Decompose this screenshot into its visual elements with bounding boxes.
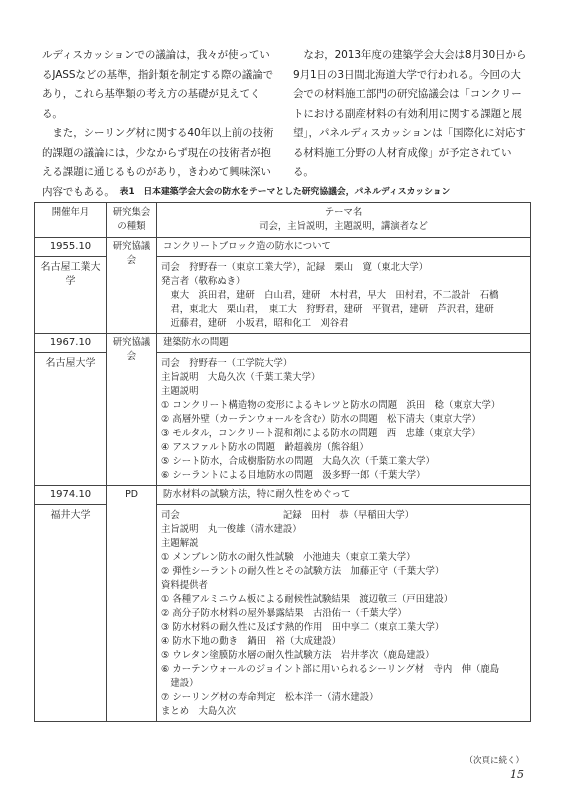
page-number: 15 [510,768,524,781]
theme-title: 防水材料の試験方法，特に耐久性をめぐって [157,486,530,505]
type-cell: 研究協議会 [107,238,157,334]
continued-note: （次頁に続く） [464,756,524,766]
type-cell: PD [107,486,157,722]
theme-line: 主題説明 [161,386,199,397]
theme-title: コンクリートブロック造の防水について [157,238,530,257]
theme-line: ⑦ シーリング材の寿命判定 松本洋一（清水建設） [161,692,379,703]
theme-line: 主旨説明 大島久次（千葉工業大学） [161,372,321,383]
theme-line: ⑥ シーラントによる目地防水の問題 汲多野一郎（千葉大学） [161,470,426,481]
venue: 名古屋工業大学 [40,262,101,287]
theme-line: 資料提供者 [161,580,208,591]
theme-line: 建設） [161,678,199,689]
table-row [35,238,531,334]
header-year: 開催年月 [35,203,107,238]
theme-line: 司会 狩野春一（東京工業大学），記録 栗山 寛（東北大学） [161,262,429,273]
theme-line: 司会 記録 田村 恭（早稲田大学） [161,510,415,521]
table-row [35,334,531,486]
theme-line: ① 各種アルミニウム板による耐候性試験結果 渡辺敬三（戸田建設） [161,594,454,605]
year-cell [35,334,107,486]
header-theme-line2: 司会，主旨説明，主題説明，講演者など [259,221,428,232]
theme-line: ① コンクリート構造物の変形によるキレツと防水の問題 浜田 稔（東京大学） [161,400,501,411]
theme-cell [157,238,531,334]
body-right-column [293,46,529,183]
theme-title: 建築防水の問題 [157,334,530,353]
body-left-column [42,46,280,202]
body-paragraph: ルディスカッションでの議論は，我々が使っているJASSなどの基準，指針類を制定する際の議論であり，これら基準類の考え方の基礎が見えてくる。 [42,49,274,120]
theme-line: 近藤君，建研 小坂君，昭和化工 刈谷君 [161,318,349,329]
venue: 名古屋大学 [45,358,96,369]
theme-line: ① メンブレン防水の耐久性試験 小池迪夫（東京工業大学） [161,552,416,563]
theme-line: 主旨説明 丸一俊雄（清水建設） [161,524,302,535]
type-cell: 研究協議会 [107,334,157,486]
year-value: 1955.10 [35,238,106,257]
table-row [35,486,531,722]
body-paragraph: なお，2013年度の建築学会大会は8月30日から9月1日の3日間北海道大学で行われる。今回の大会での材料施工部門の研究協議会は「コンクリートにおける副産材料の有効利用に関する課題と展望」，パネルディスカッションは「国際化に対応する材料施工分野の人材育成像」が予定されている。 [293,49,527,178]
theme-line: 司会 狩野春一（工学院大学） [161,358,293,369]
theme-line: ③ モルタル，コンクリート混和剤による防水の問題 西 忠雄（東京大学） [161,428,481,439]
venue: 福井大学 [50,510,91,521]
table-header-row [35,203,531,238]
theme-line: ④ 防水下地の動き 鍋田 裕（大成建設） [161,636,342,647]
theme-cell [157,486,531,722]
table-caption: 表1 日本建築学会大会の防水をテーマとした研究協議会，パネルディスカッション [119,187,451,197]
theme-line: ② 高層外壁（カーテンウォールを含む）防水の問題 松下清夫（東京大学） [161,414,481,425]
year-cell [35,486,107,722]
theme-line: ② 弾性シーラントの耐久性とその試験方法 加藤正守（千葉大学） [161,566,445,577]
theme-line: ⑤ ウレタン塗膜防水層の耐久性試験方法 岩井孝次（鹿島建設） [161,650,435,661]
header-theme-line1: テーマ名 [324,207,363,218]
symposium-table [34,202,531,722]
theme-line: ⑤ シート防水，合成樹脂防水の問題 大島久次（千葉工業大学） [161,456,435,467]
theme-line: ② 高分子防水材料の屋外暴露結果 古沿佑一（千葉大学） [161,608,407,619]
theme-line: 東大 浜田君，建研 白山君，建研 木村君，早大 田村君，不二設計 石橋 [161,290,499,301]
theme-line: まとめ 大島久次 [161,706,237,717]
theme-line: 主題解説 [161,538,199,549]
header-type: 研究集会の種類 [107,203,157,238]
year-cell [35,238,107,334]
header-theme [157,203,531,238]
theme-line: ⑥ カーテンウォールのジョイント部に用いられるシーリング材 寺内 伸（鹿島 [161,664,500,675]
body-paragraph: また，シーリング材に関する40年以上前の技術的課題の議論には，少なからず現在の技術者が抱える課題に通じるものがあり，きわめて興味深い内容でもある。 [42,127,274,198]
theme-line: 君，東北大 栗山君， 東工大 狩野君，建研 平賀君，建研 芦沢君，建研 [161,304,494,315]
theme-line: 発言者（敬称ぬき） [161,276,246,287]
year-value: 1974.10 [35,486,106,505]
year-value: 1967.10 [35,334,106,353]
theme-line: ③ 防水材料の耐久性に及ぼす熱的作用 田中享二（東京工業大学） [161,622,445,633]
theme-line: ④ アスファルト防水の問題 齢超義房（熊谷組） [161,442,369,453]
theme-cell [157,334,531,486]
